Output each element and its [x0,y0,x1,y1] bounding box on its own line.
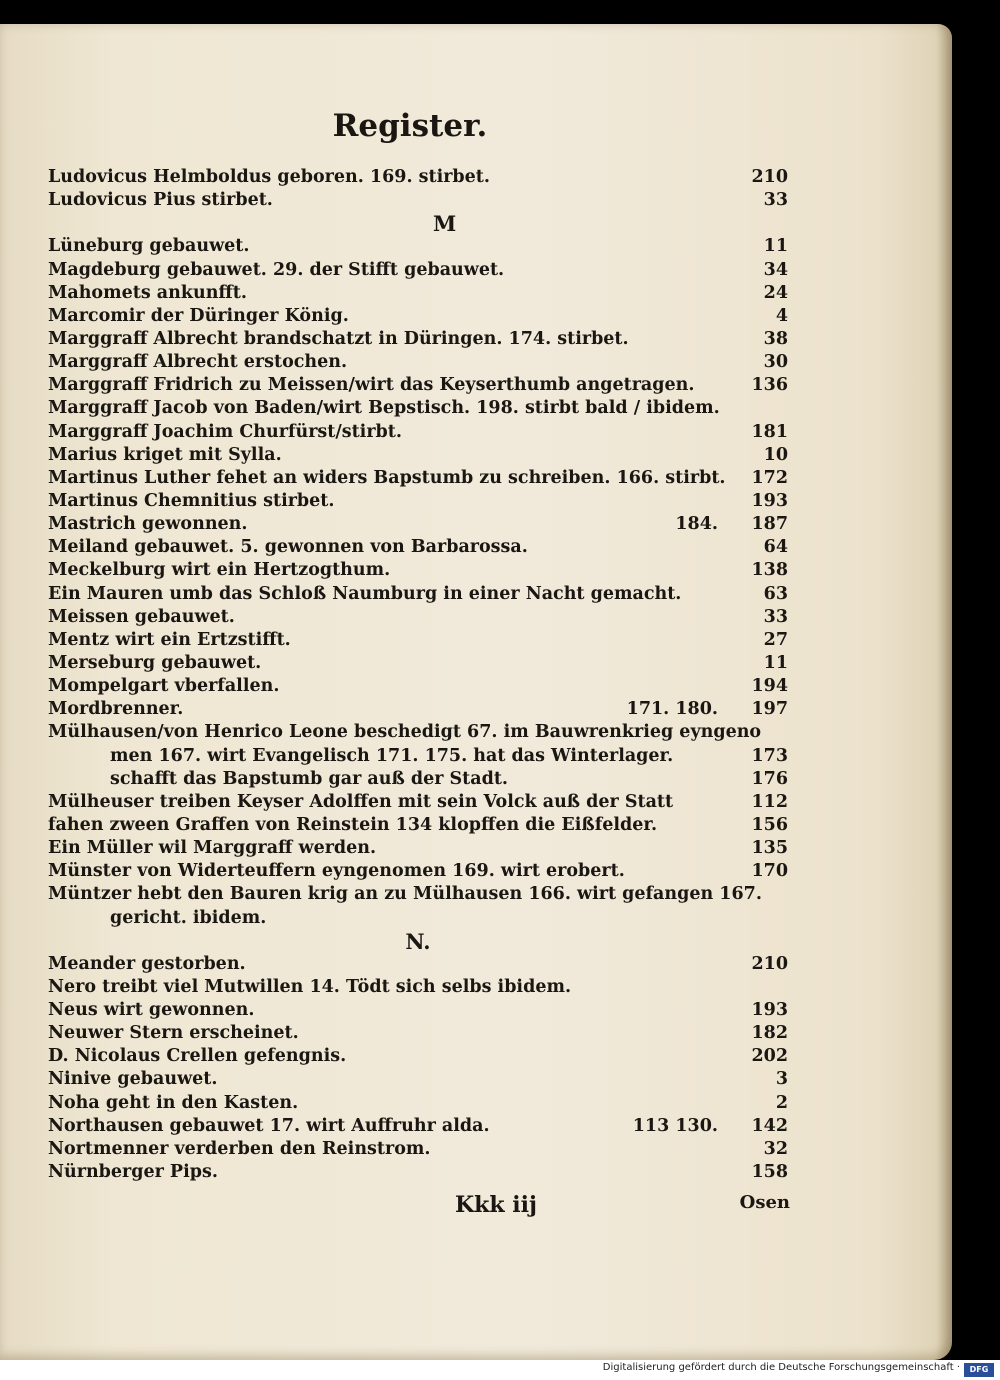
entry-text: Mompelgart vberfallen. [48,676,280,697]
entry-text: Müntzer hebt den Bauren krig an zu Mülhausen 166. wirt gefangen 167. [48,884,762,905]
register-entries [48,166,788,1184]
page-edge-shadow [936,24,952,1360]
register-entry [48,814,788,837]
entry-text: Marcomir der Düringer König. [48,305,349,326]
entry-text: Ludovicus Pius stirbet. [48,190,273,211]
register-entry [48,652,788,675]
entry-text: Nero treibt viel Mutwillen 14. Tödt sich selbs ibidem. [48,976,572,997]
entry-page-number: 194 [751,676,788,697]
entry-text: Martinus Luther fehet an widers Bapstumb zu schreiben. 166. stirbt. [48,467,726,488]
entry-text: Mülheuser treiben Keyser Adolffen mit sein Volck auß der Statt [48,791,674,812]
entry-page-number: 10 [763,444,788,465]
entry-text: Marggraff Joachim Churfürst/stirbt. [48,421,402,442]
entry-text: Merseburg gebauwet. [48,652,262,673]
entry-text: Marggraff Albrecht erstochen. [48,352,348,373]
entry-page-number: 182 [751,1023,788,1044]
entry-text: Mentz wirt ein Ertzstifft. [48,629,291,650]
entry-page-number: 34 [763,259,788,280]
entry-text: Noha geht in den Kasten. [48,1092,299,1113]
register-entry [48,976,788,999]
entry-page-number: 181 [751,421,788,442]
entry-page-number: 135 [751,838,788,859]
register-entry [48,444,788,467]
entry-page-number: 193 [751,1000,788,1021]
entry-page-number: 173 [751,745,788,766]
register-entry [48,536,788,559]
entry-page-number: 138 [751,560,788,581]
entry-page-number: 170 [751,861,788,882]
entry-page-number: 2 [775,1092,788,1113]
register-entry [48,166,788,189]
entry-text: Martinus Chemnitius stirbet. [48,490,335,511]
entry-extra-pages: 184. [675,514,718,535]
entry-text: Ludovicus Helmboldus geboren. 169. stirbet. [48,167,490,187]
dfg-logo: DFG [964,1363,994,1377]
register-entry [48,559,788,582]
register-entry [48,768,788,791]
entry-text: Mordbrenner. [48,699,184,720]
register-entry [48,1115,788,1138]
entry-text: Mahomets ankunfft. [48,282,247,303]
entry-text: Ein Müller wil Marggraff werden. [48,838,377,859]
entry-text: Mastrich gewonnen. [48,514,248,535]
entry-text: Magdeburg gebauwet. 29. der Stifft gebauwet. [48,259,505,280]
entry-page-number: 33 [763,606,788,627]
register-entry [48,397,788,420]
register-entry [48,1092,788,1115]
register-entry [48,583,788,606]
register-entry [48,374,788,397]
entry-page-number: 64 [763,537,788,558]
running-head: Register. [332,108,488,144]
register-entry [48,467,788,490]
entry-page-number: 172 [751,467,788,488]
entry-text: Neuwer Stern erscheinet. [48,1023,299,1044]
register-entry [48,698,788,721]
register-entry [48,791,788,814]
entry-text: Nürnberger Pips. [48,1162,218,1183]
register-entry [48,513,788,536]
entry-text: Münster von Widerteuffern eyngenomen 169. wirt erobert. [48,861,625,882]
entry-text: men 167. wirt Evangelisch 171. 175. hat das Winterlager. [110,745,674,766]
register-entry [48,953,788,976]
entry-page-number: 176 [751,768,788,789]
signature-mark: Kkk iij [455,1192,537,1218]
entry-text: Meckelburg wirt ein Hertzogthum. [48,560,391,581]
entry-text: Meissen gebauwet. [48,606,235,627]
register-entry [48,745,788,768]
register-entry [48,490,788,513]
register-entry [48,259,788,282]
entry-page-number: 24 [763,282,788,303]
entry-page-number: 30 [763,352,788,373]
register-entry [48,282,788,305]
catchword: Osen [739,1192,790,1213]
entry-text: Lüneburg gebauwet. [48,236,250,257]
register-entry [48,328,788,351]
entry-text: Marggraff Fridrich zu Meissen/wirt das Keyserthumb angetragen. [48,375,695,396]
entry-extra-pages: 113 130. [632,1115,718,1136]
entry-page-number: 32 [763,1138,788,1159]
entry-page-number: 38 [763,328,788,349]
register-entry [48,999,788,1022]
register-entry [48,860,788,883]
entry-page-number: 187 [751,514,788,535]
entry-page-number: 202 [751,1046,788,1067]
entry-page-number: 210 [751,953,788,974]
register-entry [48,629,788,652]
entry-page-number: 142 [751,1115,788,1136]
entry-text: Neus wirt gewonnen. [48,1000,255,1021]
register-entry [48,1138,788,1161]
entry-extra-pages: 171. 180. [626,699,718,720]
entry-page-number: 156 [751,814,788,835]
entry-text: Marggraff Jacob von Baden/wirt Bepstisch. 198. stirbt bald / ibidem. [48,398,720,419]
entry-page-number: 4 [775,305,788,326]
entry-page-number: 197 [751,699,788,720]
entry-text: gericht. ibidem. [110,907,267,928]
section-letter: N. [405,928,431,954]
register-entry [48,305,788,328]
register-entry [48,1022,788,1045]
entry-text: Mülhausen/von Henrico Leone beschedigt 67. im Bauwrenkrieg eyngeno [48,722,762,743]
register-entry [48,606,788,629]
entry-page-number: 3 [775,1069,788,1090]
register-entry [48,1068,788,1091]
entry-page-number: 33 [763,190,788,211]
entry-text: Meander gestorben. [48,953,246,974]
credit-bar [0,1360,1000,1380]
entry-page-number: 63 [763,583,788,604]
register-entry [48,721,788,744]
entry-text: Ninive gebauwet. [48,1069,218,1090]
entry-text: Nortmenner verderben den Reinstrom. [48,1138,431,1159]
entry-page-number: 193 [751,490,788,511]
entry-text: Meiland gebauwet. 5. gewonnen von Barbarossa. [48,537,528,558]
entry-text: Marius kriget mit Sylla. [48,444,282,465]
register-entry [48,837,788,860]
register-entry [48,351,788,374]
register-entry [48,189,788,212]
register-entry [48,421,788,444]
entry-text: D. Nicolaus Crellen gefengnis. [48,1046,347,1067]
entry-page-number: 158 [751,1162,788,1183]
entry-text: schafft das Bapstumb gar auß der Stadt. [110,768,508,789]
entry-page-number: 11 [763,652,788,673]
register-entry [48,675,788,698]
register-entry [48,1161,788,1184]
entry-page-number: 11 [763,236,788,257]
entry-page-number: 136 [751,375,788,396]
register-entry [48,907,788,930]
register-entry [48,1045,788,1068]
entry-text: Marggraff Albrecht brandschatzt in Düringen. 174. stirbet. [48,328,629,349]
entry-page-number: 112 [751,791,788,812]
entry-text: fahen zween Graffen von Reinstein 134 klopffen die Eißfelder. [48,814,658,835]
entry-text: Ein Mauren umb das Schloß Naumburg in einer Nacht gemacht. [48,583,682,604]
register-entry [48,883,788,906]
section-letter: M [433,211,457,237]
credit-text: Digitalisierung gefördert durch die Deutsche Forschungsgemeinschaft · [602,1362,960,1373]
entry-page-number: 210 [751,167,788,187]
register-entry [48,235,788,258]
entry-text: Northausen gebauwet 17. wirt Auffruhr alda. [48,1115,490,1136]
page-footer [0,1192,790,1222]
book-page [0,24,952,1360]
entry-page-number: 27 [763,629,788,650]
